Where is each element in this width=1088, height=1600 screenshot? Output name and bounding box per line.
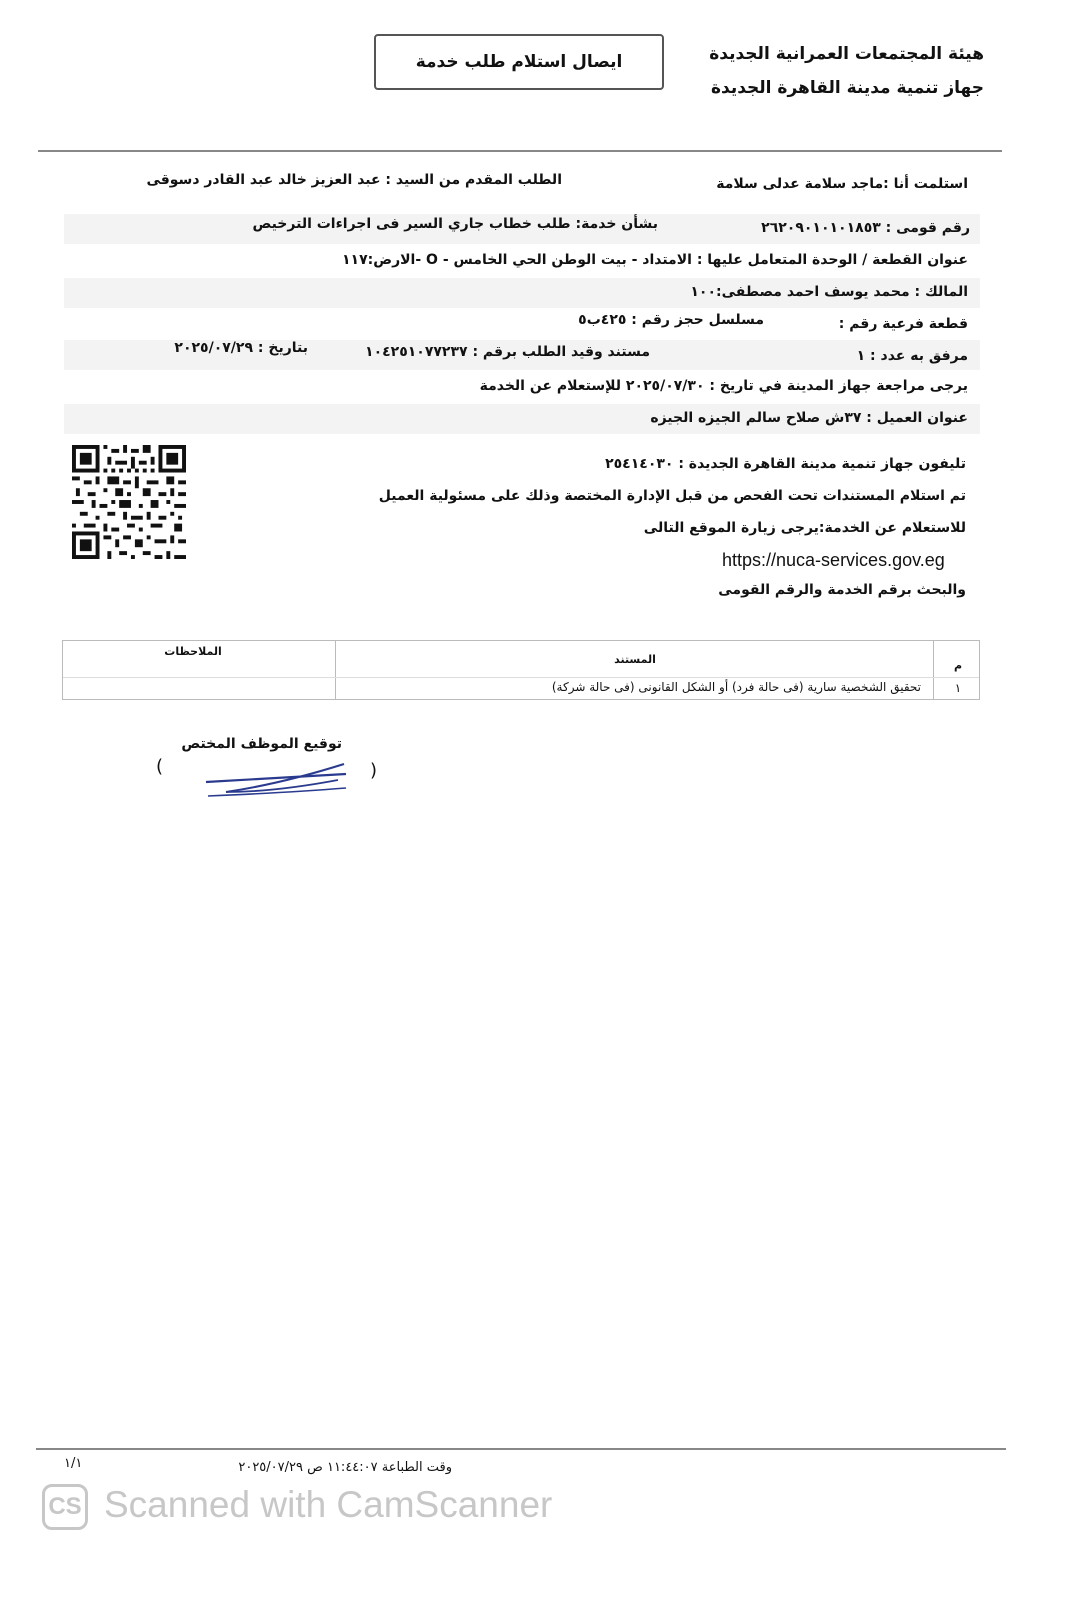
table-column-divider — [933, 641, 934, 699]
signature-close-paren: ) — [370, 760, 378, 781]
handwritten-signature-icon — [196, 752, 356, 802]
unit-address: عنوان القطعة / الوحدة المتعامل عليها : الامتداد - بيت الوطن الحي الخامس - O -الارض:١١٧ — [342, 252, 968, 268]
sub-plot-number: قطعة فرعية رقم : — [838, 316, 968, 332]
table-header-document: المستند — [614, 653, 656, 666]
requested-by: الطلب المقدم من السيد : عبد العزيز خالد عبد القادر دسوقى — [146, 172, 562, 188]
authority-phone: تليفون جهاز تنمية مدينة القاهرة الجديدة : ٢٥٤١٤٠٣٠ — [605, 456, 966, 472]
print-time: وقت الطباعة ١١:٤٤:٠٧ ص ٢٠٢٥/٠٧/٢٩ — [238, 1460, 452, 1475]
document-title: ايصال استلام طلب خدمة — [374, 34, 664, 90]
document-date: بتاريخ : ٢٠٢٥/٠٧/٢٩ — [174, 340, 308, 356]
signature-label: توقيع الموظف المختص — [181, 736, 342, 752]
table-cell-document: تحقيق الشخصية سارية (فى حالة فرد) أو الشكل القانونى (فى حالة شركة) — [551, 680, 921, 694]
review-note: يرجى مراجعة جهاز المدينة في تاريخ : ٢٠٢٥/٠٧/٣٠ للإستعلام عن الخدمة — [479, 378, 968, 394]
booking-serial: مسلسل حجز رقم : ٤٢٥ب٥ — [578, 312, 764, 328]
signature-open-paren: ( — [156, 756, 164, 777]
custody-notice: تم استلام المستندات تحت الفحص من قبل الإدارة المختصة وذلك على مسئولية العميل — [378, 488, 966, 504]
table-row-divider — [63, 677, 979, 678]
camscanner-watermark: Scanned with CamScanner — [104, 1484, 553, 1525]
table-header-notes: الملاحظات — [164, 645, 222, 658]
table-column-divider — [335, 641, 336, 699]
owner: المالك : محمد يوسف احمد مصطفى:١٠٠ — [690, 284, 968, 300]
service-url-link[interactable]: https://nuca-services.gov.eg — [722, 550, 945, 570]
received-by: استلمت أنا :ماجد سلامة عدلى سلامة — [716, 176, 968, 192]
document-number: مستند وقيد الطلب برقم : ١٠٤٢٥١٠٧٧٢٣٧ — [365, 344, 650, 360]
page-number: ١/١ — [64, 1456, 83, 1471]
authority-name: جهاز تنمية مدينة القاهرة الجديدة — [710, 78, 984, 98]
inquiry-instructions: للاستعلام عن الخدمة:يرجى زيارة الموقع التالى — [643, 520, 966, 536]
organization-name: هيئة المجتمعات العمرانية الجديدة — [709, 44, 984, 64]
national-id: رقم قومى : ٢٦٢٠٩٠١٠١٠١٨٥٣ — [761, 220, 970, 236]
attachments-count: مرفق به عدد : ١ — [856, 348, 968, 364]
search-hint: والبحث برقم الخدمة والرقم القومى — [718, 582, 966, 598]
documents-table — [62, 640, 980, 700]
qr-code-icon — [72, 443, 186, 561]
client-address: عنوان العميل : ٣٧ش صلاح سالم الجيزه الجيزه — [650, 410, 968, 426]
header-divider — [38, 150, 1002, 152]
service-name: بشأن خدمة: طلب خطاب جاري السير فى اجراءات الترخيص — [252, 216, 658, 232]
table-cell-number: ١ — [954, 681, 962, 695]
table-header-number: م — [953, 659, 963, 672]
camscanner-logo-icon: CS — [42, 1484, 88, 1530]
footer-divider — [36, 1448, 1006, 1450]
